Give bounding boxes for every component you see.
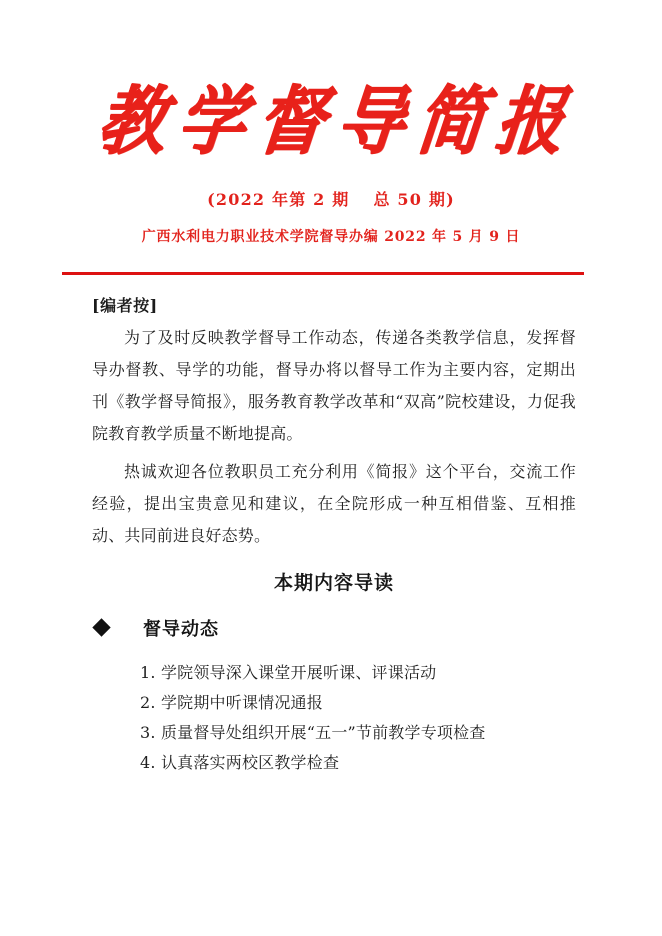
document-body — [92, 292, 576, 778]
diamond-bullet-icon — [92, 618, 110, 636]
editor-note-paragraph-1: 为了及时反映教学督导工作动态，传递各类教学信息，发挥督导办督教、导学的功能，督导办将以督导工作为主要内容，定期出刊《教学督导简报》，服务教育教学改革和“双高”院校建设，力促我院教育教学质量不断地提高。 — [92, 328, 576, 443]
red-horizontal-rule — [62, 272, 584, 275]
toc-category-row — [92, 616, 576, 644]
masthead-title: 教学督导简报 — [93, 77, 581, 165]
toc-list-item: 2. 学院期中听课情况通报 — [140, 693, 323, 712]
toc-list-item: 4. 认真落实两校区教学检查 — [140, 753, 340, 772]
toc-list-item: 1. 学院领导深入课堂开展听课、评课活动 — [140, 663, 437, 682]
toc-list-item: 3. 质量督导处组织开展“五一”节前教学专项检查 — [140, 723, 486, 742]
toc-heading: 本期内容导读 — [273, 572, 394, 594]
issue-number-line: (2022 年第 2 期 总 50 期) — [207, 190, 455, 209]
masthead — [0, 78, 662, 164]
editor-note-paragraph-2: 热诚欢迎各位教职员工充分利用《简报》这个平台，交流工作经验，提出宝贵意见和建议，在全院形成一种互相借鉴、互相推动、共同前进良好态势。 — [92, 462, 576, 545]
editor-note-tag: [编者按] — [92, 296, 158, 315]
publisher-and-date-line: 广西水利电力职业技术学院督导办编 2022 年 5 月 9 日 — [141, 229, 521, 245]
toc-item-list — [92, 658, 576, 778]
toc-category-label: 督导动态 — [143, 619, 219, 640]
